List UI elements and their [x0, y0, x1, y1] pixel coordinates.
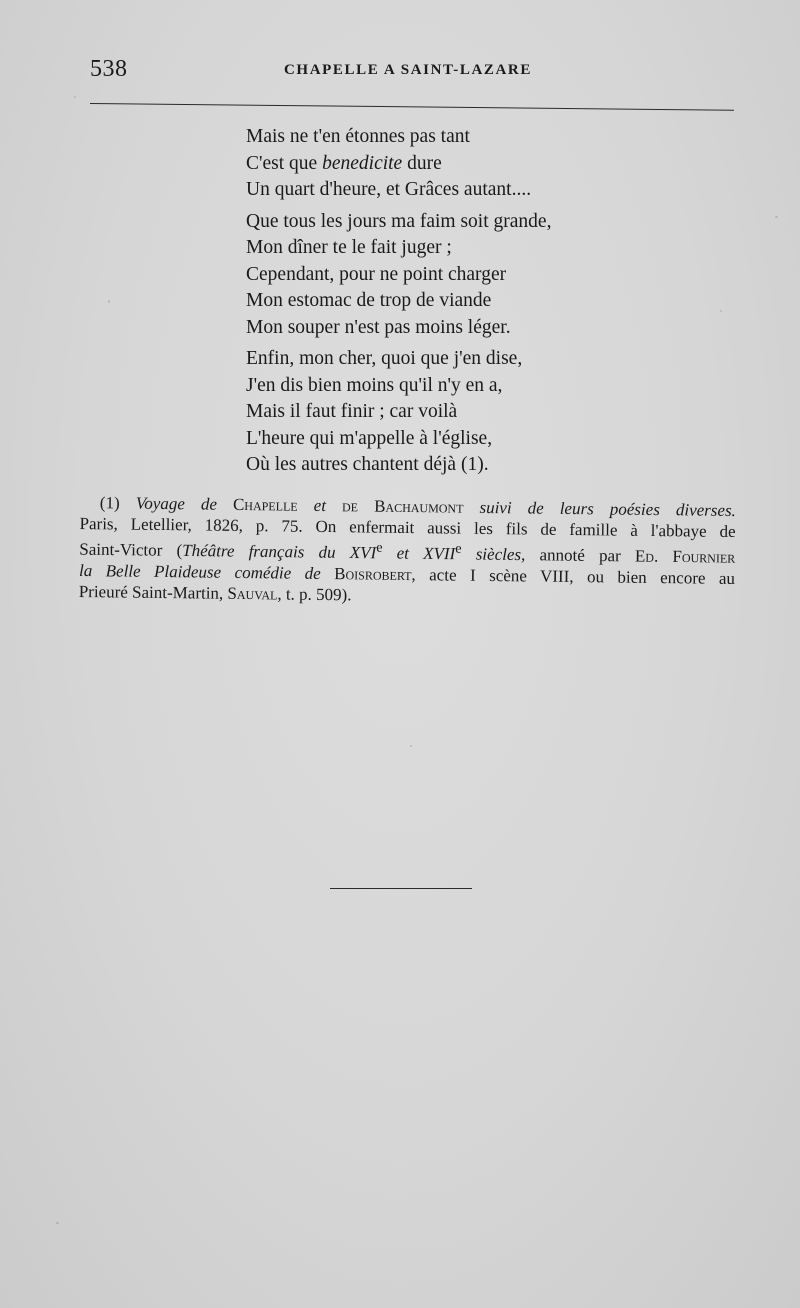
paper-speck [108, 300, 110, 303]
footnote-author: de Bachaumont [341, 496, 464, 517]
verse-line: Un quart d'heure, et Grâces autant.... [246, 179, 532, 200]
footnote-title: XVII [423, 543, 456, 564]
footnote-title: suivi de leurs poésies diverses. [479, 497, 737, 521]
verse-line [246, 151, 606, 178]
paper-speck [410, 745, 412, 747]
footnote-marker: (1) [99, 493, 120, 513]
page-number: 538 [90, 56, 128, 82]
running-head: CHAPELLE A SAINT-LAZARE [284, 62, 532, 78]
footnote-editor: Ed. Fournier [634, 546, 736, 567]
footnote-text: , acte I scène VIII, ou bien encore au [411, 564, 736, 588]
header-rule [90, 103, 734, 111]
footnote-text: Prieuré Saint-Martin, [78, 581, 228, 603]
footnote-author: Chapelle [232, 494, 298, 515]
footnote-text: , t. p. 509). [277, 584, 352, 604]
verse-line: L'heure qui m'appelle à l'église, [246, 427, 493, 449]
stanza-3 [246, 346, 606, 479]
footnote-text: et [313, 495, 327, 516]
verse-line: Enfin, mon cher, quoi que j'en dise, [246, 348, 523, 369]
stanza-2 [246, 209, 606, 342]
footnote-text: et [382, 543, 424, 563]
footnote-title: siècles, [461, 544, 526, 565]
verse-line: Mon estomac de trop de viande [246, 290, 492, 311]
verse-line: Où les autres chantent déjà (1). [246, 454, 489, 475]
verse-italic-word: benedicite [322, 152, 403, 174]
verse-text: dure [402, 152, 442, 174]
verse-line: Mais il faut finir ; car voilà [246, 401, 458, 422]
verse-line: Mon dîner te le fait juger ; [246, 237, 452, 258]
footnote-text: annoté par [525, 545, 636, 566]
verse-text: C'est que [246, 152, 323, 174]
poem [246, 124, 606, 484]
footnote-author: Sauval [227, 583, 278, 604]
footnote-superscript: e [455, 540, 462, 557]
verse-line: Cependant, pour ne point charger [246, 263, 507, 285]
footnote [79, 492, 736, 610]
footnote-title: Théâtre français du XVI [182, 540, 377, 563]
verse-line: Mais ne t'en étonnes pas tant [246, 126, 470, 147]
paper-speck [56, 1222, 59, 1224]
verse-line: Mon souper n'est pas moins léger. [246, 316, 511, 338]
footnote-line: Paris, Letellier, 1826, p. 75. On enfermait aussi les fils de famille à l'abbaye de [79, 513, 736, 542]
paper-speck [74, 96, 76, 98]
verse-line: J'en dis bien moins qu'il n'y en a, [246, 374, 503, 396]
footnote-text: Saint-Victor ( [79, 539, 183, 560]
paper-speck [720, 310, 722, 312]
verse-line: Que tous les jours ma faim soit grande, [246, 210, 552, 232]
footnote-title: Voyage de [135, 493, 218, 514]
stanza-1 [246, 124, 606, 204]
footnote-title: la Belle Plaideuse comédie de [78, 560, 321, 583]
footnote-author: Boisrobert [334, 563, 412, 584]
footnote-superscript: e [376, 539, 383, 556]
end-rule [330, 888, 472, 889]
paper-speck [775, 216, 778, 218]
